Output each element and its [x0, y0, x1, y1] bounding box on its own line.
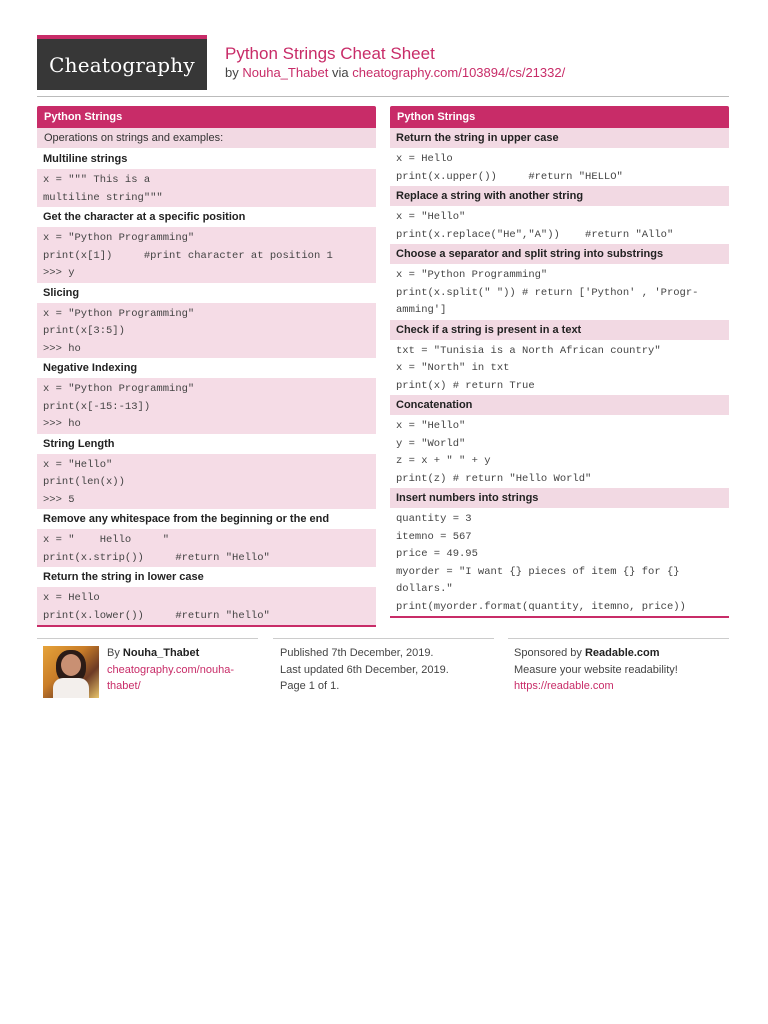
code-block: [37, 454, 376, 510]
code-line: x = " Hello ": [43, 534, 170, 546]
avatar-shirt: [53, 678, 89, 698]
right-box-title: Python Strings: [390, 106, 729, 128]
footer-divider: [273, 638, 494, 639]
left-column: [37, 106, 376, 627]
by-label: by: [225, 65, 239, 80]
code-block: [390, 206, 729, 244]
footer-author-link-part2: thabet/: [107, 680, 141, 692]
section-heading: Return the string in upper case: [390, 128, 729, 148]
code-line: x = "Python Programming": [43, 232, 195, 244]
section-heading: Slicing: [37, 283, 376, 303]
code-line: x = "Hello": [396, 211, 466, 223]
footer-divider: [508, 638, 729, 639]
code-line: price = 49.95: [396, 548, 478, 560]
right-sections: [390, 128, 729, 616]
code-line: print(x.upper()) #return "HELLO": [396, 170, 623, 183]
footer-author-link[interactable]: [107, 664, 234, 693]
code-line: itemno = 567: [396, 530, 472, 543]
code-block: [390, 264, 729, 320]
footer-divider: [37, 638, 258, 639]
code-block: [37, 529, 376, 567]
code-block: [37, 587, 376, 625]
right-box-end: [390, 616, 729, 618]
right-column: [390, 106, 729, 618]
left-box-title: Python Strings: [37, 106, 376, 128]
footer-by-label: By: [107, 647, 120, 659]
author-link[interactable]: Nouha_Thabet: [242, 65, 329, 80]
code-line: dollars.": [396, 583, 453, 595]
sponsor-link[interactable]: https://readable.com: [514, 680, 614, 692]
code-line: >>> 5: [43, 493, 75, 506]
sponsored-by-label: Sponsored by: [514, 647, 582, 659]
cheatography-logo[interactable]: [37, 35, 207, 90]
code-line: print(x) # return True: [396, 379, 535, 392]
code-line: x = "Python Programming": [396, 269, 548, 281]
section-heading: Multiline strings: [37, 149, 376, 169]
code-line: >>> ho: [43, 342, 81, 355]
code-block: [37, 378, 376, 434]
code-line: x = Hello: [43, 592, 100, 604]
code-line: x = "Python Programming": [43, 307, 195, 320]
code-line: print(x.split(" ")) # return ['Python' , 'Progr-: [396, 286, 699, 299]
page-count: Page 1 of 1.: [280, 680, 340, 692]
code-line: z = x + " " + y: [396, 455, 491, 467]
code-line: x = """ This is a: [43, 174, 151, 186]
section-heading: Choose a separator and split string into substrings: [390, 244, 729, 264]
code-block: [390, 148, 729, 186]
left-box-end: [37, 625, 376, 627]
code-line: print(x.replace("He","A")) #return "Allo": [396, 228, 674, 241]
footer-author-name: Nouha_Thabet: [122, 647, 200, 659]
sponsor-name: Readable.com: [584, 647, 660, 659]
footer-author-link-part1: cheatography.com/nouha-: [107, 663, 234, 676]
code-line: >>> y: [43, 267, 75, 279]
code-line: print(z) # return "Hello World": [396, 472, 592, 485]
section-heading: Negative Indexing: [37, 358, 376, 378]
avatar-face: [61, 654, 81, 676]
updated-date: Last updated 6th December, 2019.: [280, 663, 449, 676]
author-avatar[interactable]: [43, 646, 99, 698]
code-line: print(myorder.format(quantity, itemno, price)): [396, 600, 686, 613]
code-line: print(x[1]) #print character at position 1: [43, 249, 333, 262]
code-line: txt = "Tunisia is a North African country": [396, 344, 661, 357]
section-heading: Insert numbers into strings: [390, 488, 729, 508]
section-heading: String Length: [37, 434, 376, 454]
code-line: print(x.lower()) #return "hello": [43, 609, 270, 622]
published-date: Published 7th December, 2019.: [280, 647, 434, 659]
code-line: x = "Hello": [396, 420, 466, 432]
section-heading: Concatenation: [390, 395, 729, 415]
code-block: [390, 415, 729, 488]
code-line: myorder = "I want {} pieces of item {} for {}: [396, 565, 680, 578]
footer-sponsor: [514, 645, 729, 695]
sponsor-tagline: Measure your website readability!: [514, 663, 678, 676]
code-line: print(x[-15:-13]): [43, 400, 151, 413]
code-line: amming']: [396, 304, 447, 316]
code-block: [390, 340, 729, 396]
code-line: >>> ho: [43, 418, 81, 430]
code-line: x = "North" in txt: [396, 362, 510, 374]
intro-text: Operations on strings and examples:: [37, 128, 376, 149]
section-heading: Replace a string with another string: [390, 186, 729, 206]
section-heading: Check if a string is present in a text: [390, 320, 729, 340]
footer-author: [107, 645, 257, 695]
section-heading: Return the string in lower case: [37, 567, 376, 587]
code-block: [37, 227, 376, 283]
byline: [225, 65, 565, 80]
code-block: [390, 508, 729, 616]
logo-text: Cheatography: [49, 52, 195, 77]
code-line: x = "Python Programming": [43, 383, 195, 395]
code-line: print(x[3:5]): [43, 325, 125, 337]
section-heading: Remove any whitespace from the beginning or the end: [37, 509, 376, 529]
code-block: [37, 169, 376, 207]
code-block: [37, 303, 376, 359]
code-line: quantity = 3: [396, 513, 472, 525]
code-line: x = Hello: [396, 153, 453, 165]
code-line: print(len(x)): [43, 476, 125, 488]
header-divider: [37, 96, 729, 97]
page-title: Python Strings Cheat Sheet: [225, 44, 435, 63]
section-heading: Get the character at a specific position: [37, 207, 376, 227]
left-sections: [37, 149, 376, 625]
sheet-url-link[interactable]: cheatography.com/103894/cs/21332/: [352, 65, 566, 80]
code-line: multiline string""": [43, 191, 163, 204]
via-label: via: [332, 65, 349, 80]
code-line: x = "Hello": [43, 458, 113, 471]
footer-dates: [280, 645, 495, 695]
code-line: y = "World": [396, 437, 466, 450]
code-line: print(x.strip()) #return "Hello": [43, 551, 270, 564]
